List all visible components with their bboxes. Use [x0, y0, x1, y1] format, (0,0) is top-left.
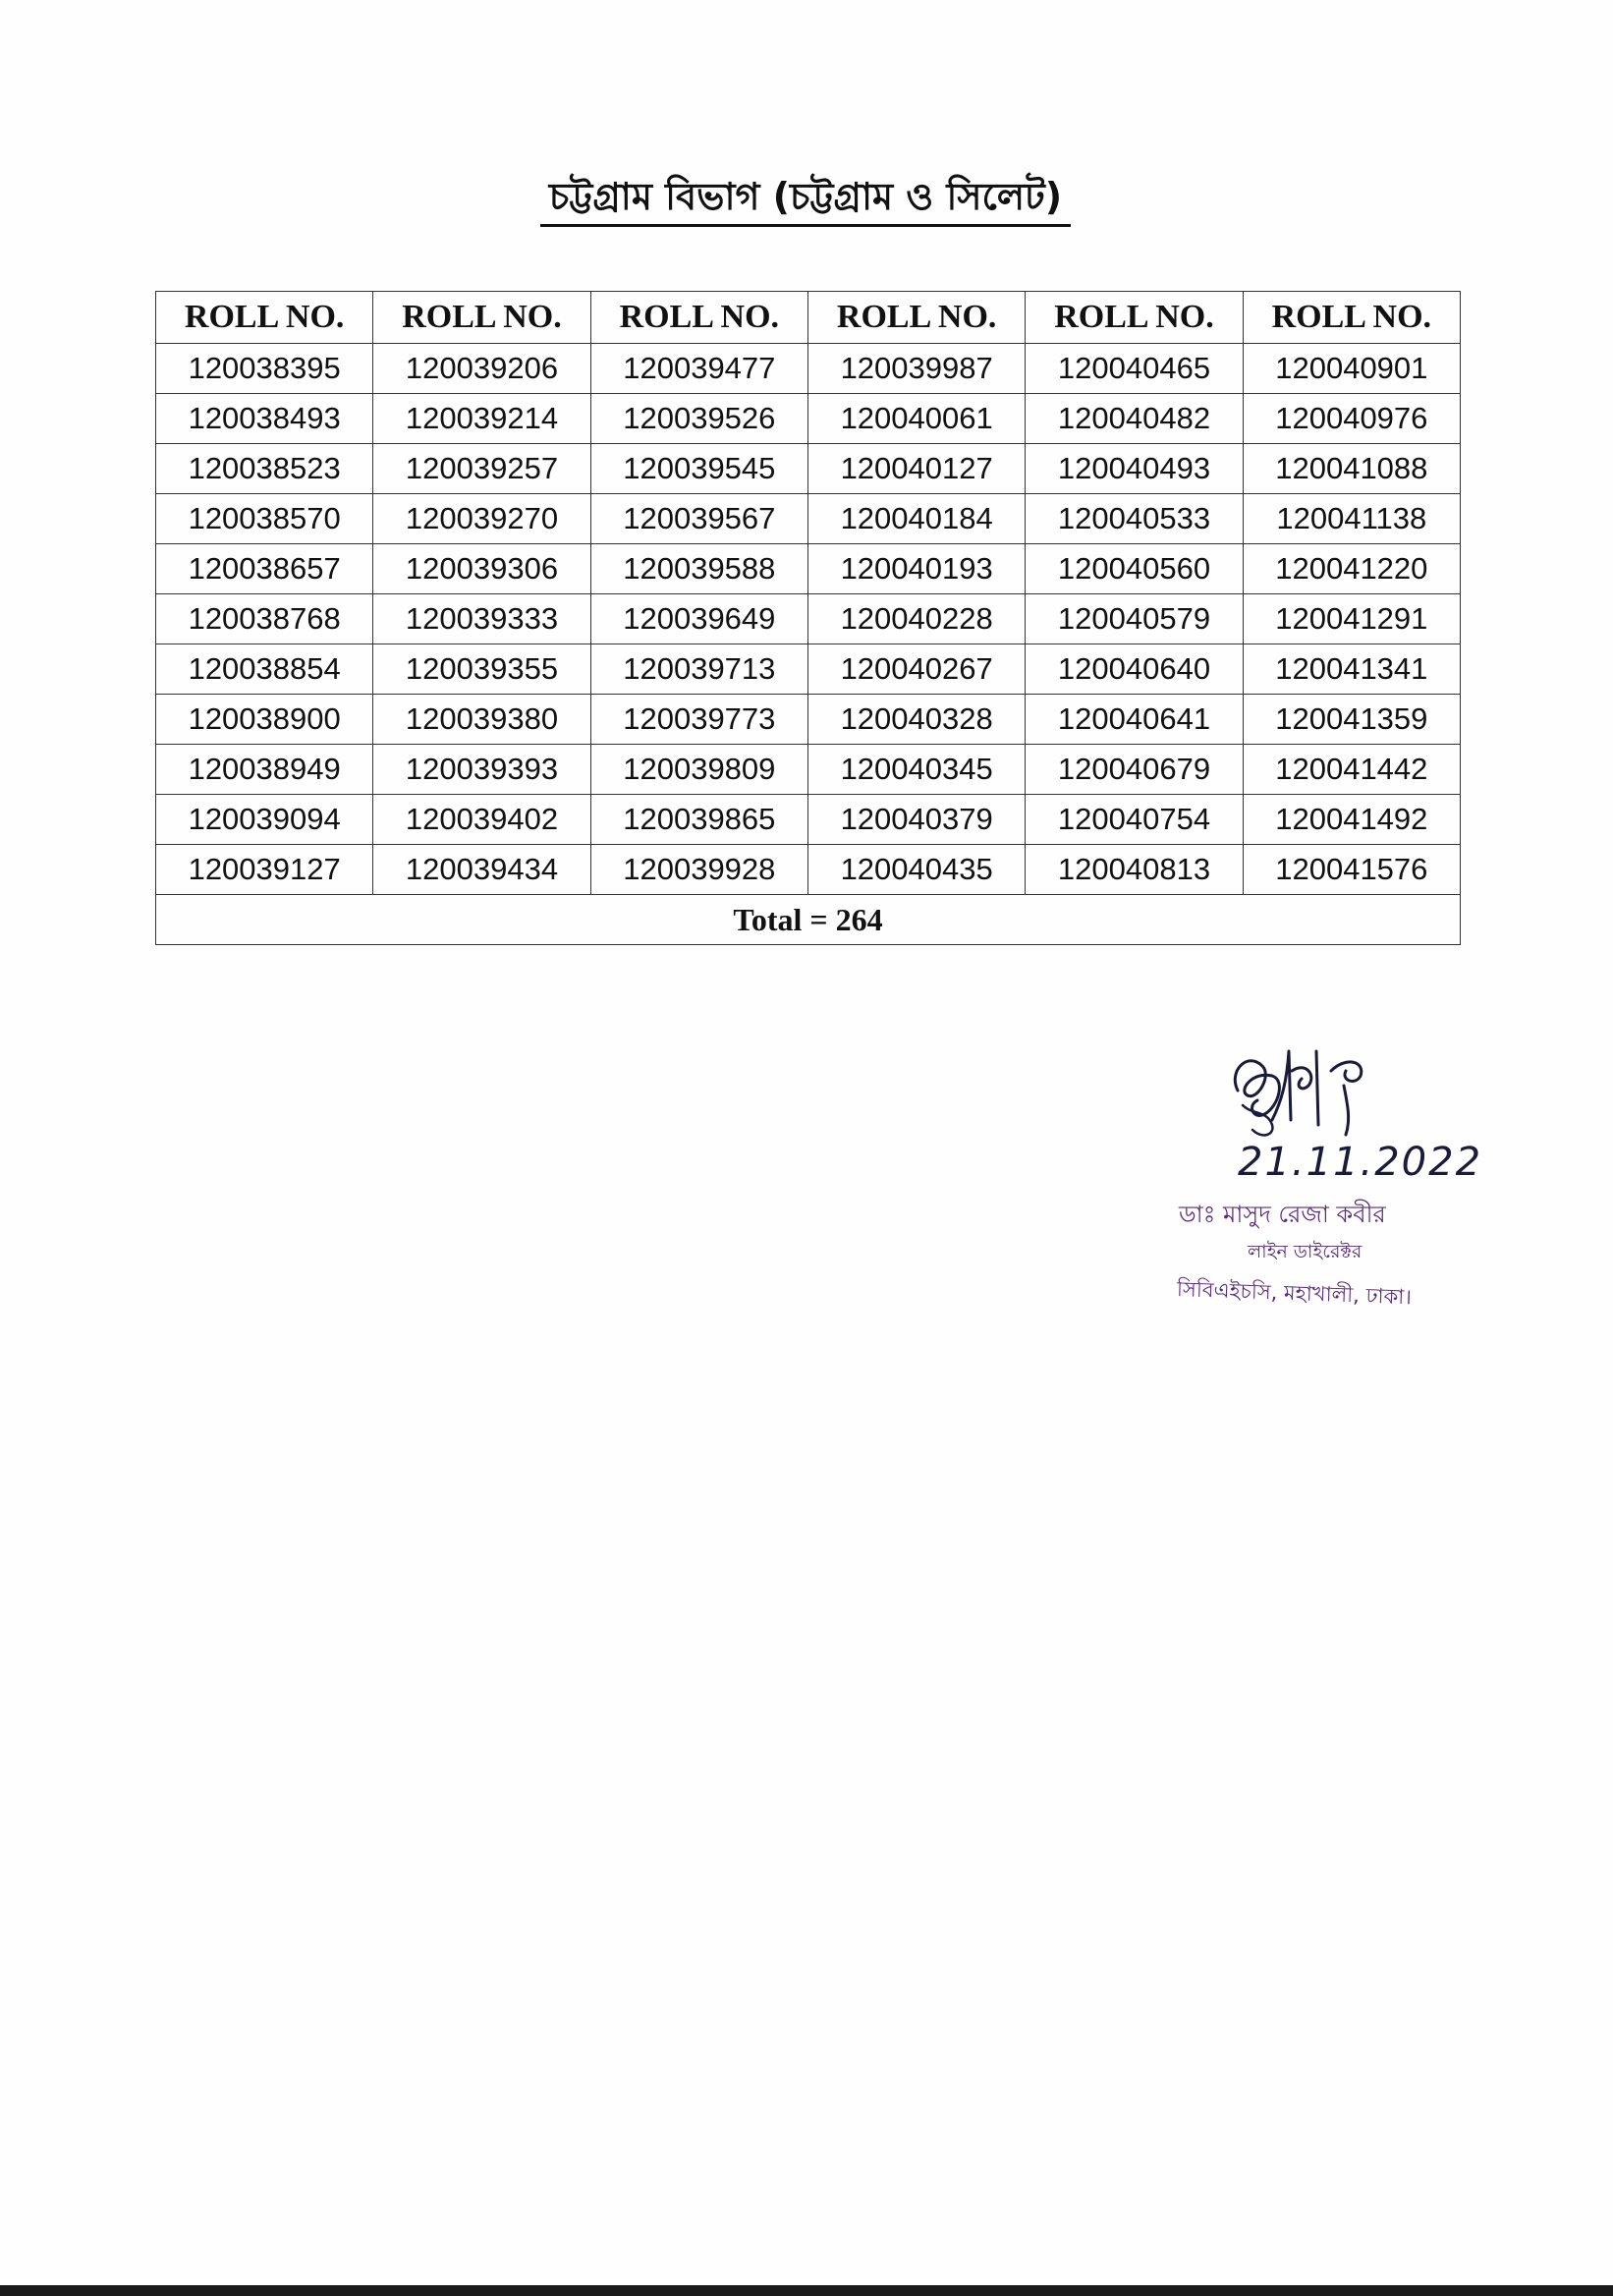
roll-number-cell: 120040379 [807, 795, 1025, 845]
roll-number-cell: 120040640 [1026, 644, 1243, 695]
roll-number-cell: 120038768 [156, 594, 373, 644]
table-row [156, 795, 1461, 845]
roll-number-cell: 120039434 [373, 845, 590, 895]
roll-number-cell: 120039206 [373, 344, 590, 394]
roll-number-cell: 120041291 [1243, 594, 1460, 644]
roll-number-cell: 120040328 [807, 695, 1025, 745]
roll-number-cell: 120039526 [590, 394, 807, 444]
roll-number-cell: 120040435 [807, 845, 1025, 895]
roll-number-cell: 120039214 [373, 394, 590, 444]
roll-number-cell: 120039355 [373, 644, 590, 695]
roll-number-cell: 120039809 [590, 745, 807, 795]
column-header: ROLL NO. [373, 292, 590, 344]
roll-number-cell: 120041492 [1243, 795, 1460, 845]
total-count: Total = 264 [156, 895, 1461, 945]
stamp-name: ডাঃ মাসুদ রেজা কবীর [1179, 1201, 1386, 1228]
roll-number-cell: 120039393 [373, 745, 590, 795]
signature-block [1159, 1032, 1493, 1310]
roll-number-cell: 120039380 [373, 695, 590, 745]
roll-number-cell: 120040228 [807, 594, 1025, 644]
roll-number-cell: 120039402 [373, 795, 590, 845]
table-header-row [156, 292, 1461, 344]
roll-number-cell: 120040641 [1026, 695, 1243, 745]
roll-number-cell: 120039773 [590, 695, 807, 745]
signature-date: 21.11.2022 [1238, 1140, 1483, 1185]
roll-number-cell: 120039094 [156, 795, 373, 845]
stamp-designation: লাইন ডাইরেক্টর [1248, 1241, 1363, 1262]
roll-number-cell: 120040061 [807, 394, 1025, 444]
roll-number-cell: 120038854 [156, 644, 373, 695]
table-row [156, 494, 1461, 544]
table-row [156, 644, 1461, 695]
table-row [156, 695, 1461, 745]
roll-number-cell: 120040267 [807, 644, 1025, 695]
roll-number-cell: 120039306 [373, 544, 590, 594]
roll-number-cell: 120038570 [156, 494, 373, 544]
roll-number-cell: 120039270 [373, 494, 590, 544]
roll-number-cell: 120040482 [1026, 394, 1243, 444]
table-row [156, 444, 1461, 494]
page-title: চট্টগ্রাম বিভাগ (চট্টগ্রাম ও সিলেট) [540, 175, 1071, 227]
roll-number-cell: 120040976 [1243, 394, 1460, 444]
table-row [156, 594, 1461, 644]
roll-number-cell: 120040560 [1026, 544, 1243, 594]
roll-number-cell: 120040754 [1026, 795, 1243, 845]
table-row [156, 745, 1461, 795]
roll-number-cell: 120039127 [156, 845, 373, 895]
roll-number-cell: 120040184 [807, 494, 1025, 544]
roll-number-cell: 120038900 [156, 695, 373, 745]
roll-number-cell: 120039865 [590, 795, 807, 845]
roll-number-cell: 120041138 [1243, 494, 1460, 544]
roll-number-cell: 120040901 [1243, 344, 1460, 394]
roll-number-cell: 120039713 [590, 644, 807, 695]
roll-number-cell: 120039588 [590, 544, 807, 594]
roll-number-cell: 120040193 [807, 544, 1025, 594]
roll-number-cell: 120038523 [156, 444, 373, 494]
roll-number-cell: 120041442 [1243, 745, 1460, 795]
roll-number-cell: 120039928 [590, 845, 807, 895]
table-row [156, 845, 1461, 895]
roll-number-cell: 120041088 [1243, 444, 1460, 494]
column-header: ROLL NO. [807, 292, 1025, 344]
roll-number-cell: 120038395 [156, 344, 373, 394]
roll-number-cell: 120040465 [1026, 344, 1243, 394]
roll-number-cell: 120041359 [1243, 695, 1460, 745]
roll-number-cell: 120039257 [373, 444, 590, 494]
roll-number-cell: 120039333 [373, 594, 590, 644]
roll-number-cell: 120038657 [156, 544, 373, 594]
roll-number-cell: 120040579 [1026, 594, 1243, 644]
roll-number-cell: 120038949 [156, 745, 373, 795]
table-body [156, 344, 1461, 895]
roll-number-cell: 120039477 [590, 344, 807, 394]
column-header: ROLL NO. [1026, 292, 1243, 344]
scan-bottom-edge [0, 2285, 1613, 2296]
roll-number-cell: 120039545 [590, 444, 807, 494]
roll-number-cell: 120040493 [1026, 444, 1243, 494]
roll-number-cell: 120041576 [1243, 845, 1460, 895]
roll-number-cell: 120038493 [156, 394, 373, 444]
column-header: ROLL NO. [156, 292, 373, 344]
table-row [156, 544, 1461, 594]
table-total-row [156, 895, 1461, 945]
column-header: ROLL NO. [590, 292, 807, 344]
column-header: ROLL NO. [1243, 292, 1460, 344]
roll-number-cell: 120040127 [807, 444, 1025, 494]
roll-number-cell: 120040345 [807, 745, 1025, 795]
roll-number-cell: 120041220 [1243, 544, 1460, 594]
roll-table [155, 291, 1461, 945]
stamp-organization: সিবিএইচসি, মহাখালী, ঢাকা। [1176, 1277, 1413, 1310]
roll-number-cell: 120041341 [1243, 644, 1460, 695]
roll-number-cell: 120039987 [807, 344, 1025, 394]
roll-number-cell: 120039567 [590, 494, 807, 544]
roll-number-cell: 120040533 [1026, 494, 1243, 544]
table-row [156, 344, 1461, 394]
roll-number-cell: 120040813 [1026, 845, 1243, 895]
roll-number-cell: 120039649 [590, 594, 807, 644]
table-row [156, 394, 1461, 444]
roll-number-cell: 120040679 [1026, 745, 1243, 795]
